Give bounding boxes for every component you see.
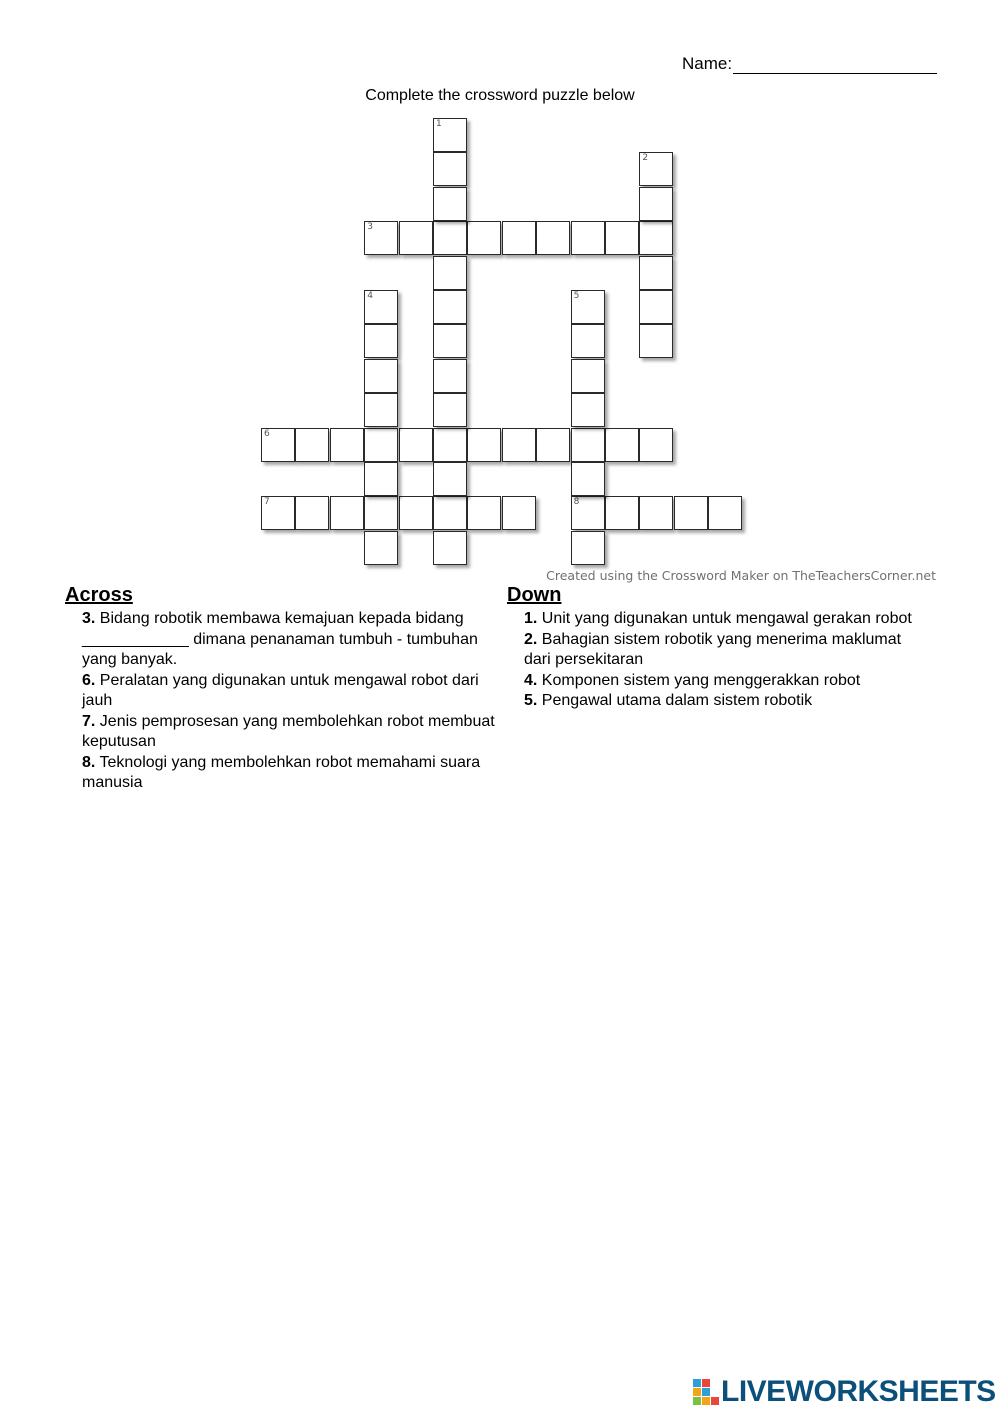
crossword-cell[interactable] bbox=[639, 256, 673, 290]
crossword-cell[interactable] bbox=[571, 531, 605, 565]
crossword-cell[interactable] bbox=[639, 152, 673, 186]
name-label: Name: bbox=[682, 54, 733, 73]
across-heading: Across bbox=[65, 584, 133, 606]
crossword-cell[interactable] bbox=[571, 462, 605, 496]
crossword-cell[interactable] bbox=[364, 393, 398, 427]
clue-text: Bidang robotik membawa kemajuan kepada bidang ____________ dimana penanaman tumbuh - tumbuhan yang banyak. bbox=[82, 610, 478, 668]
instruction-text: Complete the crossword puzzle below bbox=[365, 87, 635, 104]
crossword-cell[interactable] bbox=[295, 496, 329, 530]
crossword-cell[interactable] bbox=[433, 428, 467, 462]
logo-text: LIVEWORKSHEETS bbox=[721, 1375, 996, 1408]
crossword-cell[interactable] bbox=[639, 324, 673, 358]
crossword-cell[interactable] bbox=[433, 290, 467, 324]
across-clues bbox=[65, 584, 495, 794]
clue-text: Teknologi yang membolehkan robot memahami suara manusia bbox=[82, 753, 481, 791]
crossword-cell[interactable] bbox=[571, 428, 605, 462]
crossword-cell[interactable] bbox=[330, 428, 364, 462]
crossword-cell[interactable] bbox=[502, 428, 536, 462]
crossword-cell[interactable] bbox=[467, 428, 501, 462]
crossword-cell[interactable] bbox=[605, 428, 639, 462]
crossword-cell[interactable] bbox=[433, 531, 467, 565]
crossword-cell[interactable] bbox=[502, 496, 536, 530]
clue-number: 8 bbox=[573, 497, 580, 508]
crossword-cell[interactable] bbox=[364, 496, 398, 530]
across-clue bbox=[65, 671, 495, 712]
clue-number-label: 8. bbox=[82, 753, 96, 771]
down-clue bbox=[507, 630, 917, 671]
clue-text: Komponen sistem yang menggerakkan robot bbox=[541, 671, 861, 689]
credit-text: Created using the Crossword Maker on TheTeachersCorner.net bbox=[546, 568, 936, 583]
crossword-cell[interactable] bbox=[708, 496, 742, 530]
liveworksheets-logo bbox=[692, 1374, 996, 1410]
clue-number-label: 1. bbox=[524, 610, 538, 627]
clue-number-label: 5. bbox=[524, 692, 538, 709]
crossword-cell[interactable] bbox=[639, 428, 673, 462]
down-clue bbox=[507, 671, 917, 692]
clue-number: 3 bbox=[367, 222, 373, 233]
crossword-cell[interactable] bbox=[639, 221, 673, 255]
down-clues bbox=[507, 584, 917, 712]
down-heading: Down bbox=[507, 584, 562, 606]
crossword-cell[interactable] bbox=[502, 221, 536, 255]
across-clue bbox=[65, 753, 495, 794]
crossword-cell[interactable] bbox=[605, 221, 639, 255]
crossword-cell[interactable] bbox=[433, 118, 467, 152]
clue-text: Unit yang digunakan untuk mengawal gerakan robot bbox=[541, 610, 912, 627]
crossword-cell[interactable] bbox=[295, 428, 329, 462]
liveworksheets-logo-icon bbox=[692, 1378, 720, 1406]
crossword-cell[interactable] bbox=[433, 187, 467, 221]
crossword-cell[interactable] bbox=[399, 221, 433, 255]
crossword-cell[interactable] bbox=[571, 393, 605, 427]
clue-text: Pengawal utama dalam sistem robotik bbox=[541, 692, 813, 709]
crossword-cell[interactable] bbox=[364, 462, 398, 496]
clue-number: 5 bbox=[573, 291, 580, 301]
crossword-cell[interactable] bbox=[639, 290, 673, 324]
crossword-cell[interactable] bbox=[364, 531, 398, 565]
down-clue bbox=[507, 609, 917, 630]
crossword-cell[interactable] bbox=[571, 324, 605, 358]
down-clue bbox=[507, 691, 917, 712]
crossword-cell[interactable] bbox=[433, 496, 467, 530]
crossword-cell[interactable] bbox=[536, 428, 570, 462]
crossword-cell[interactable] bbox=[433, 324, 467, 358]
across-clue bbox=[65, 609, 495, 671]
crossword-cell[interactable] bbox=[261, 428, 295, 462]
clue-number: 7 bbox=[264, 497, 270, 508]
crossword-cell[interactable] bbox=[433, 256, 467, 290]
clue-text: Bahagian sistem robotik yang menerima maklumat dari persekitaran bbox=[524, 630, 902, 668]
crossword-cell[interactable] bbox=[467, 221, 501, 255]
crossword-cell[interactable] bbox=[330, 496, 364, 530]
crossword-cell[interactable] bbox=[364, 324, 398, 358]
crossword-cell[interactable] bbox=[639, 496, 673, 530]
crossword-cell[interactable] bbox=[364, 359, 398, 393]
clue-number-label: 3. bbox=[82, 610, 96, 627]
crossword-cell[interactable] bbox=[467, 496, 501, 530]
crossword-cell[interactable] bbox=[639, 187, 673, 221]
clue-number-label: 7. bbox=[82, 712, 96, 730]
crossword-cell[interactable] bbox=[261, 496, 295, 530]
crossword-cell[interactable] bbox=[605, 496, 639, 530]
crossword-cell[interactable] bbox=[399, 428, 433, 462]
crossword-cell[interactable] bbox=[571, 290, 605, 324]
crossword-cell[interactable] bbox=[433, 393, 467, 427]
crossword-cell[interactable] bbox=[433, 152, 467, 186]
clue-number: 2 bbox=[642, 153, 649, 164]
clue-text: Jenis pemprosesan yang membolehkan robot membuat keputusan bbox=[82, 712, 495, 750]
clue-number: 1 bbox=[436, 119, 442, 129]
clue-number-label: 4. bbox=[524, 671, 538, 689]
crossword-cell[interactable] bbox=[571, 359, 605, 393]
crossword-cell[interactable] bbox=[571, 496, 605, 530]
clue-text: Peralatan yang digunakan untuk mengawal robot dari jauh bbox=[82, 671, 479, 709]
across-clue bbox=[65, 712, 495, 753]
crossword-cell[interactable] bbox=[364, 290, 398, 324]
clue-number-label: 6. bbox=[82, 671, 96, 689]
crossword-cell[interactable] bbox=[364, 221, 398, 255]
crossword-cell[interactable] bbox=[433, 462, 467, 496]
crossword-cell[interactable] bbox=[399, 496, 433, 530]
crossword-cell[interactable] bbox=[536, 221, 570, 255]
crossword-cell[interactable] bbox=[433, 221, 467, 255]
clue-number-label: 2. bbox=[524, 630, 538, 648]
clue-number: 4 bbox=[367, 291, 373, 301]
crossword-cell[interactable] bbox=[364, 428, 398, 462]
crossword-grid bbox=[0, 0, 1000, 580]
crossword-cell[interactable] bbox=[433, 359, 467, 393]
crossword-cell[interactable] bbox=[571, 221, 605, 255]
clue-number: 6 bbox=[264, 428, 270, 439]
crossword-cell[interactable] bbox=[674, 496, 708, 530]
